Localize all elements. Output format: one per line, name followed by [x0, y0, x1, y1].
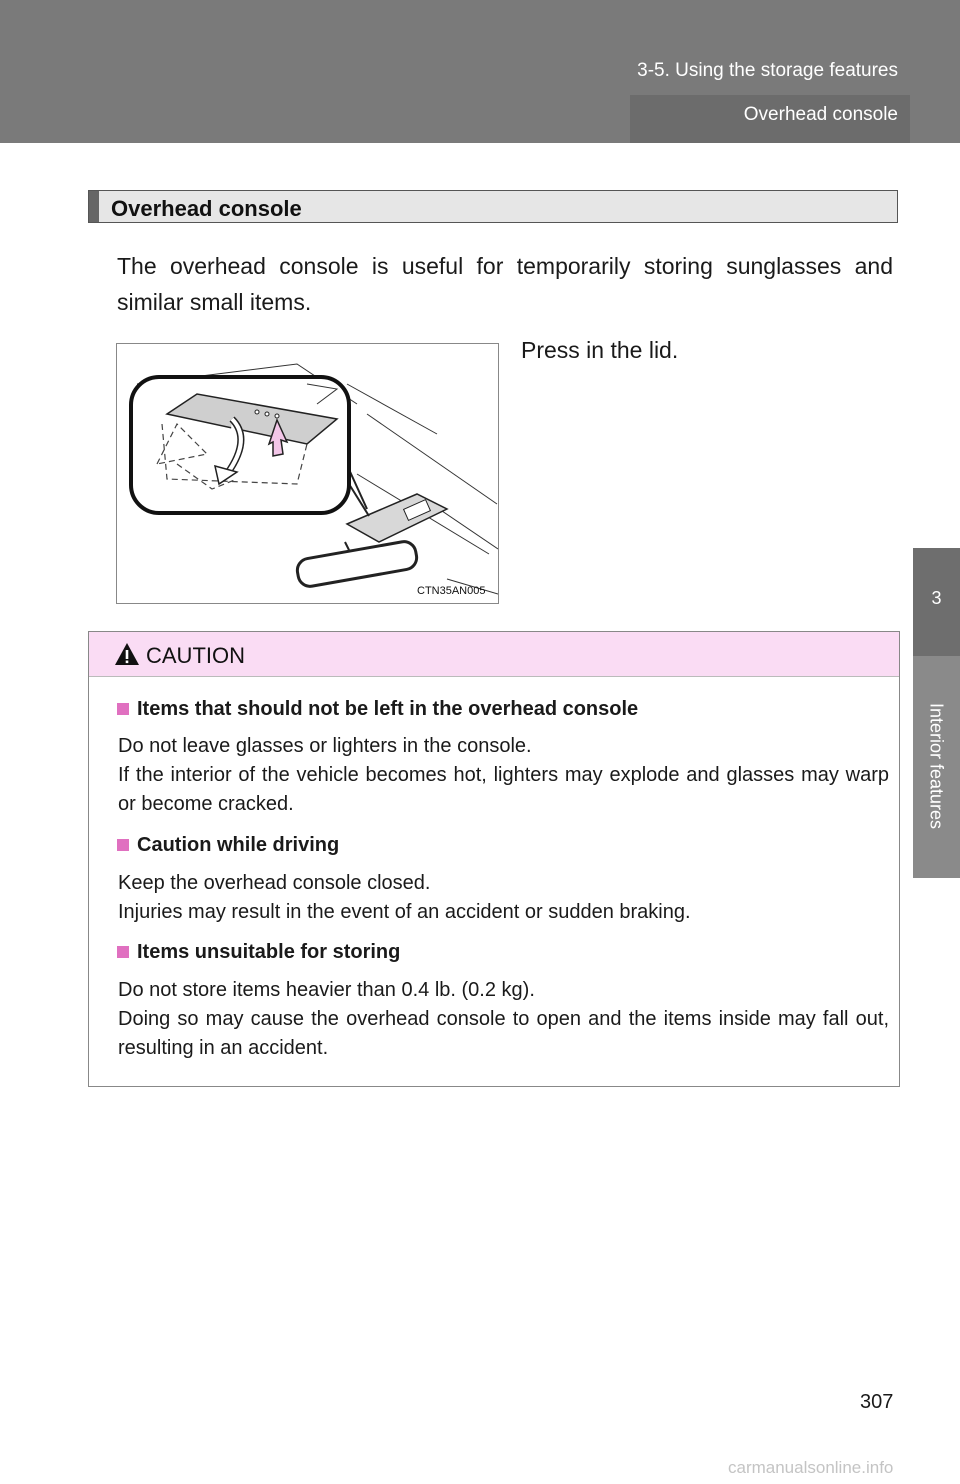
caution-heading-text: Items unsuitable for storing — [137, 941, 401, 963]
watermark: carmanualsonline.info — [728, 1458, 894, 1477]
console-illustration — [116, 343, 499, 604]
caution-item-heading — [117, 834, 889, 857]
caution-box — [88, 631, 900, 1087]
bullet-square-icon — [117, 703, 129, 715]
chapter-label: Interior features — [926, 702, 947, 830]
chapter-title: 3-5. Using the storage features — [637, 60, 898, 81]
title-accent-bar — [89, 191, 99, 222]
overhead-console-drawing — [117, 344, 498, 603]
warning-triangle-icon — [114, 642, 140, 666]
caution-heading-text: Items that should not be left in the overhead console — [137, 698, 639, 720]
bullet-square-icon — [117, 946, 129, 958]
figure-code: CTN35AN005 — [417, 585, 486, 597]
section-title: Overhead console — [111, 196, 302, 221]
caution-item-body: Do not store items heavier than 0.4 lb. (0.2 kg). — [118, 979, 535, 1001]
intro-paragraph: The overhead console is useful for temporarily storing sunglasses and similar small items. — [117, 253, 893, 315]
caution-item-body: Do not leave glasses or lighters in the console. — [118, 735, 532, 757]
section-title-box — [88, 190, 898, 223]
caution-item-body: Keep the overhead console closed. — [118, 872, 431, 894]
caution-item-heading — [117, 698, 889, 721]
bullet-square-icon — [117, 839, 129, 851]
page-header — [0, 0, 960, 143]
caution-item-heading — [117, 941, 889, 964]
chapter-number: 3 — [931, 588, 942, 608]
caution-item-body: Doing so may cause the overhead console to open and the items inside may fall out, resulting in an accident. — [118, 1008, 889, 1059]
caution-header — [89, 632, 899, 677]
caution-heading-text: Caution while driving — [137, 834, 340, 856]
page-number: 307 — [860, 1391, 894, 1413]
caution-title: CAUTION — [146, 643, 245, 668]
caution-item-body: Injuries may result in the event of an accident or sudden braking. — [118, 901, 691, 923]
caution-item-body: If the interior of the vehicle becomes hot, lighters may explode and glasses may warp or become cracked. — [118, 764, 889, 815]
figure-instruction: Press in the lid. — [521, 337, 679, 363]
section-subtitle: Overhead console — [743, 104, 898, 125]
